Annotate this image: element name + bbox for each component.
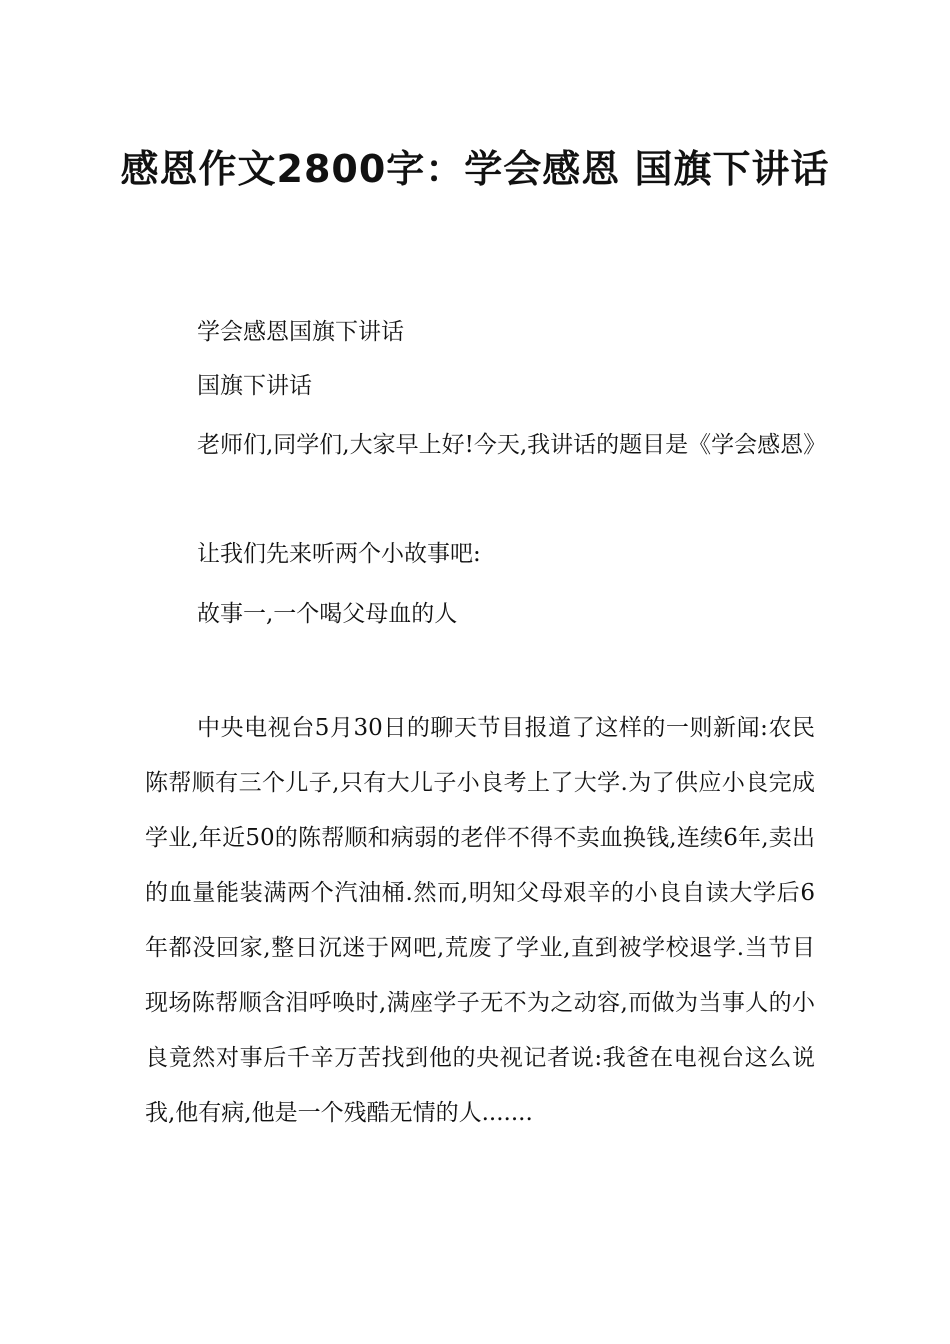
paragraph-greeting: 老师们,同学们,大家早上好!今天,我讲话的题目是《学会感恩》 [197,432,827,458]
paragraph-story-body: 中央电视台5月30日的聊天节目报道了这样的一则新闻:农民陈帮顺有三个儿子,只有大儿子小良考上了大学.为了供应小良完成学业,年近50的陈帮顺和病弱的老伴不得不卖血换钱,连续6年,卖出的血量能装满两个汽油桶.然而,明知父母艰辛的小良自读大学后6年都没回家,整日沉迷于网吧,荒废了学业,直到被学校退学.当节目现场陈帮顺含泪呼唤时,满座学子无不为之动容,而做为当事人的小良竟然对事后千辛万苦找到他的央视记者说:我爸在电视台这么说我,他有病,他是一个残酷无情的人....... [145,715,815,1126]
paragraph-speech-heading: 学会感恩国旗下讲话 [197,319,404,345]
paragraph-intro: 让我们先来听两个小故事吧: [197,541,481,567]
paragraph-subheading: 国旗下讲话 [197,373,312,399]
paragraph-story-title: 故事一,一个喝父母血的人 [197,601,458,627]
document-title: 感恩作文2800字：学会感恩 国旗下讲话 [120,147,830,192]
